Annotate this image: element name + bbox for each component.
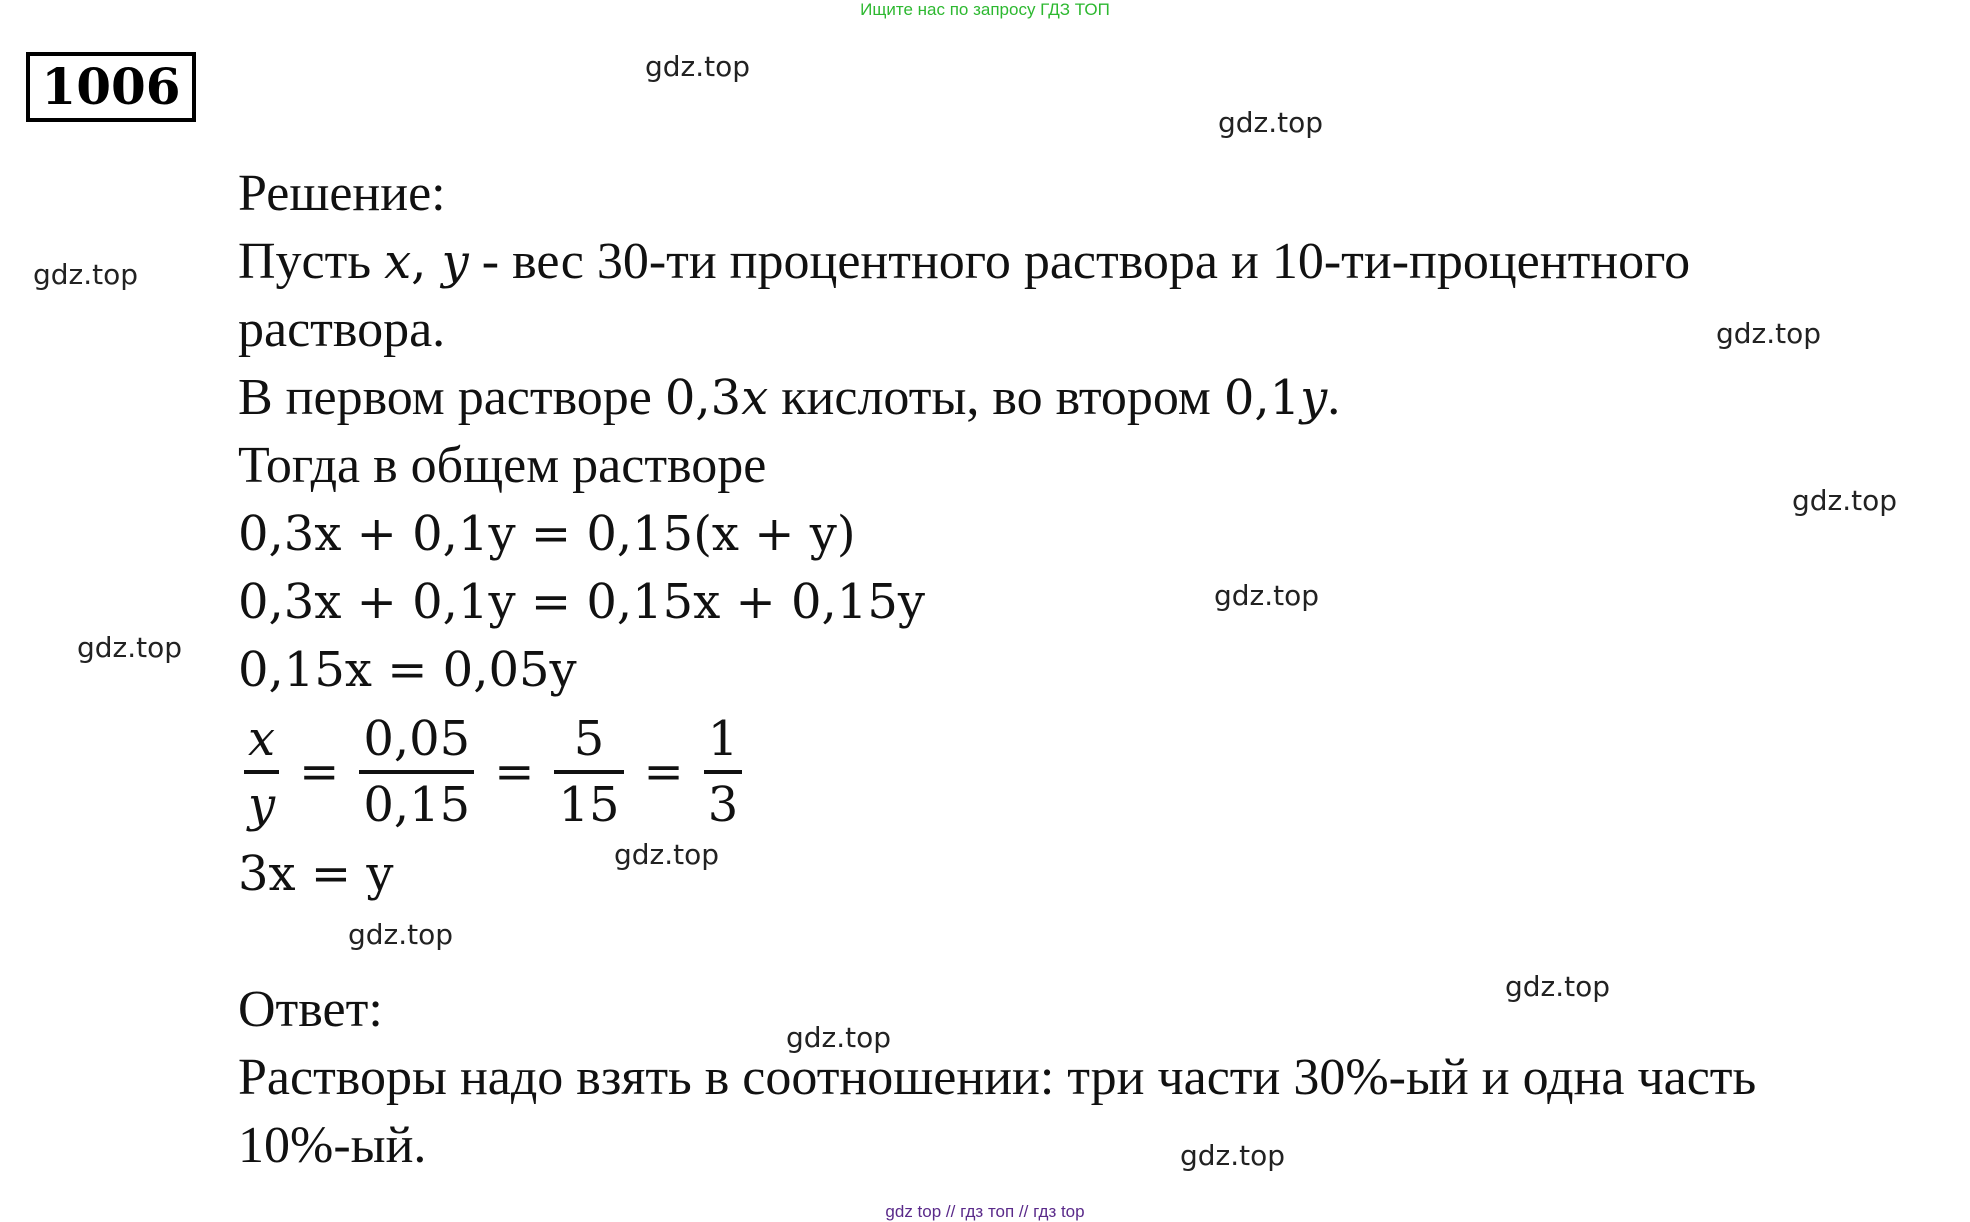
answer-line-1: Растворы надо взять в соотношении: три части 30%-ый и одна часть	[238, 1049, 1757, 1106]
watermark: gdz.top	[645, 50, 751, 83]
watermark: gdz.top	[1214, 579, 1320, 612]
watermark: gdz.top	[1180, 1139, 1286, 1172]
problem-number: 1006	[26, 52, 196, 122]
intro-line-2: раствора.	[238, 301, 446, 358]
watermark: gdz.top	[786, 1021, 892, 1054]
acid-end: .	[1327, 369, 1341, 426]
fraction-x-y	[244, 708, 279, 836]
acid-coef-1: 0,3	[664, 370, 742, 426]
fraction-numerator: x	[248, 711, 276, 767]
var-x: x	[384, 234, 412, 290]
equals-sign: =	[299, 744, 340, 800]
acid-text: В первом растворе	[238, 369, 665, 426]
fraction-denominator: 3	[707, 777, 739, 833]
intro-text-cont: - вес 30-ти процентного раствора и 10-ти-процентного	[468, 233, 1691, 290]
watermark: gdz.top	[614, 838, 720, 871]
acid-coef-2: 0,1	[1223, 370, 1301, 426]
footer-links: gdz top // гдз топ // гдз top	[885, 1202, 1085, 1221]
var-y: y	[441, 234, 469, 290]
equals-sign: =	[494, 744, 535, 800]
answer-title: Ответ:	[238, 981, 383, 1038]
solution-block	[238, 160, 1958, 1180]
fraction-numerator: 5	[573, 711, 605, 767]
fraction-equation	[238, 704, 1958, 840]
acid-line	[238, 364, 1958, 432]
fraction-integer	[554, 708, 623, 836]
answer-line-2: 10%-ый.	[238, 1117, 427, 1174]
fraction-denominator: 15	[558, 777, 620, 833]
total-line: Тогда в общем растворе	[238, 437, 767, 494]
intro-text: Пусть	[238, 233, 385, 290]
watermark: gdz.top	[1505, 970, 1611, 1003]
fraction-denominator: 0,15	[363, 777, 471, 833]
watermark: gdz.top	[348, 918, 454, 951]
fraction-reduced	[704, 708, 743, 836]
search-hint: Ищите нас по запросу ГДЗ ТОП	[860, 0, 1110, 19]
comma: ,	[411, 234, 442, 290]
watermark: gdz.top	[1716, 317, 1822, 350]
fraction-denominator: y	[248, 777, 276, 833]
equation-2: 0,3x + 0,1y = 0,15x + 0,15y	[238, 574, 925, 630]
spacer	[238, 908, 1958, 976]
equation-3: 0,15x = 0,05y	[238, 642, 577, 698]
acid-text-cont: кислоты, во втором	[768, 369, 1224, 426]
equals-sign: =	[643, 744, 684, 800]
var-x: x	[741, 370, 769, 426]
fraction-decimal	[359, 708, 474, 836]
watermark: gdz.top	[77, 631, 183, 664]
fraction-numerator: 0,05	[363, 711, 471, 767]
watermark: gdz.top	[1792, 484, 1898, 517]
fraction-numerator: 1	[707, 711, 739, 767]
watermark: gdz.top	[33, 258, 139, 291]
equation-4: 3x = y	[238, 846, 394, 902]
intro-line	[238, 228, 1958, 296]
equation-1: 0,3x + 0,1y = 0,15(x + y)	[238, 506, 856, 562]
watermark: gdz.top	[1218, 106, 1324, 139]
solution-title: Решение:	[238, 165, 446, 222]
var-y: y	[1300, 370, 1328, 426]
